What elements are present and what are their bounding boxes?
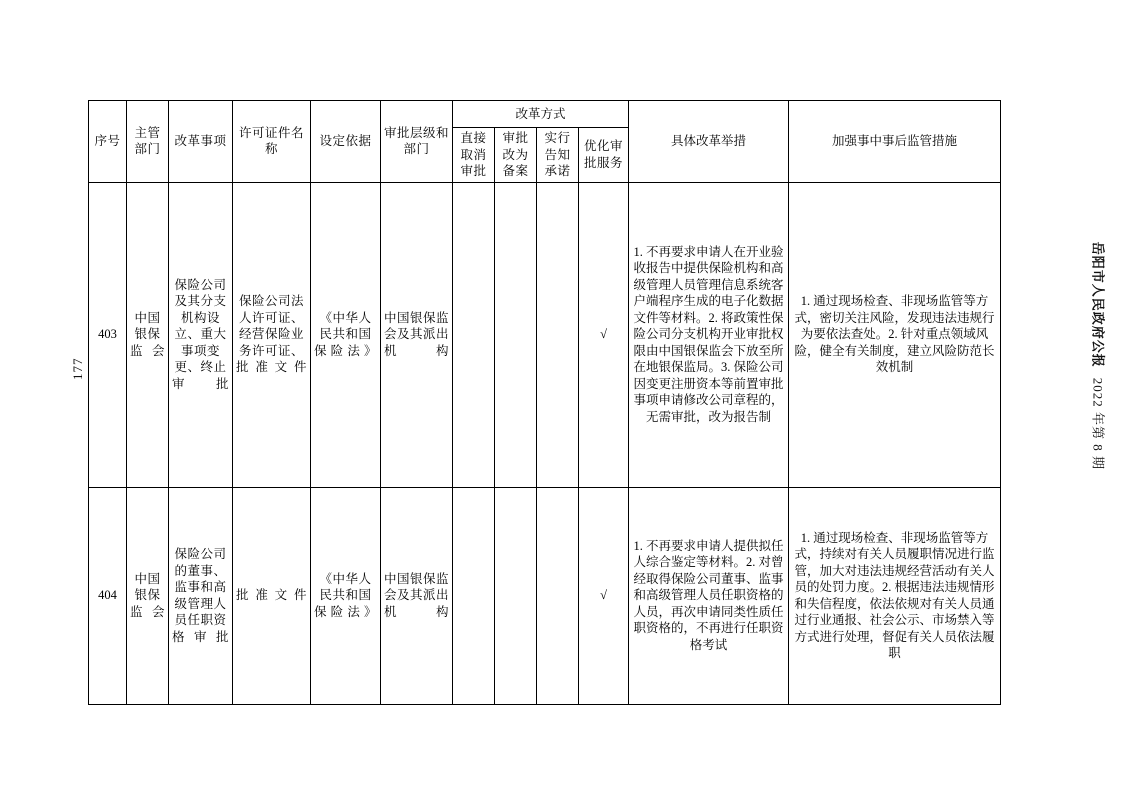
- cell-dept: 中国银保监会: [127, 487, 169, 704]
- cell-cert: 保险公司法人许可证、经营保险业务许可证、批准文件: [233, 182, 311, 487]
- running-head-issue: 2022 年第 8 期: [1090, 377, 1105, 470]
- table-row: [89, 487, 1001, 704]
- table-header: [89, 101, 1001, 183]
- header-way-optimize: 优化审批服务: [579, 128, 629, 183]
- page-number: 177: [70, 357, 85, 380]
- cell-measures: 1. 不再要求申请人提供拟任人综合鉴定等材料。2. 对曾经取得保险公司董事、监事和高级管理人员任职资格的人员，再次申请同类性质任职资格的，不再进行任职资格考试: [629, 487, 789, 704]
- header-way-record: 审批改为备案: [495, 128, 537, 183]
- cell-way-optimize: √: [579, 487, 629, 704]
- cell-way-record: [495, 487, 537, 704]
- cell-seq: 403: [89, 182, 127, 487]
- table-body: [89, 182, 1001, 704]
- reform-table-container: [88, 100, 1000, 705]
- header-way-promise: 实行告知承诺: [537, 128, 579, 183]
- header-reform-ways: 改革方式: [453, 101, 629, 128]
- cell-supervision: 1. 通过现场检查、非现场监管等方式，持续对有关人员履职情况进行监管，加大对违法违规经营活动有关人员的处罚力度。2. 根据违法违规情形和失信程度，依法依规对有关人员通过行业通报、社会公示、市场禁入等方式进行处理，督促有关人员依法履职: [789, 487, 1001, 704]
- header-seq: 序号: [89, 101, 127, 183]
- header-measures: 具体改革举措: [629, 101, 789, 183]
- header-basis: 设定依据: [311, 101, 381, 183]
- header-level: 审批层级和部门: [381, 101, 453, 183]
- table-header-row-1: [89, 101, 1001, 128]
- cell-way-record: [495, 182, 537, 487]
- table-row: [89, 182, 1001, 487]
- cell-item: 保险公司的董事、监事和高级管理人员任职资格审批: [169, 487, 233, 704]
- header-dept: 主管部门: [127, 101, 169, 183]
- cell-seq: 404: [89, 487, 127, 704]
- cell-basis: 《中华人民共和国保险法》: [311, 182, 381, 487]
- header-cert: 许可证件名称: [233, 101, 311, 183]
- cell-way-promise: [537, 487, 579, 704]
- cell-way-cancel: [453, 182, 495, 487]
- cell-cert: 批准文件: [233, 487, 311, 704]
- cell-measures: 1. 不再要求申请人在开业验收报告中提供保险机构和高级管理人员管理信息系统客户端程序生成的电子化数据文件等材料。2. 将政策性保险公司分支机构开业审批权限由中国银保监会下放至所在地银保监局。3. 保险公司因变更注册资本等前置审批事项申请修改公司章程的，无需审批，改为报告制: [629, 182, 789, 487]
- reform-table: [88, 100, 1001, 705]
- running-head: [1089, 242, 1108, 470]
- cell-level: 中国银保监会及其派出机构: [381, 487, 453, 704]
- cell-way-optimize: √: [579, 182, 629, 487]
- cell-level: 中国银保监会及其派出机构: [381, 182, 453, 487]
- cell-way-promise: [537, 182, 579, 487]
- running-head-title: 岳阳市人民政府公报: [1090, 241, 1105, 368]
- cell-item: 保险公司及其分支机构设立、重大事项变更、终止审批: [169, 182, 233, 487]
- cell-basis: 《中华人民共和国保险法》: [311, 487, 381, 704]
- cell-way-cancel: [453, 487, 495, 704]
- header-way-cancel: 直接取消审批: [453, 128, 495, 183]
- cell-supervision: 1. 通过现场检查、非现场监管等方式，密切关注风险，发现违法违规行为要依法查处。2. 针对重点领域风险，健全有关制度，建立风险防范长效机制: [789, 182, 1001, 487]
- header-supervision: 加强事中事后监管措施: [789, 101, 1001, 183]
- cell-dept: 中国银保监会: [127, 182, 169, 487]
- header-item: 改革事项: [169, 101, 233, 183]
